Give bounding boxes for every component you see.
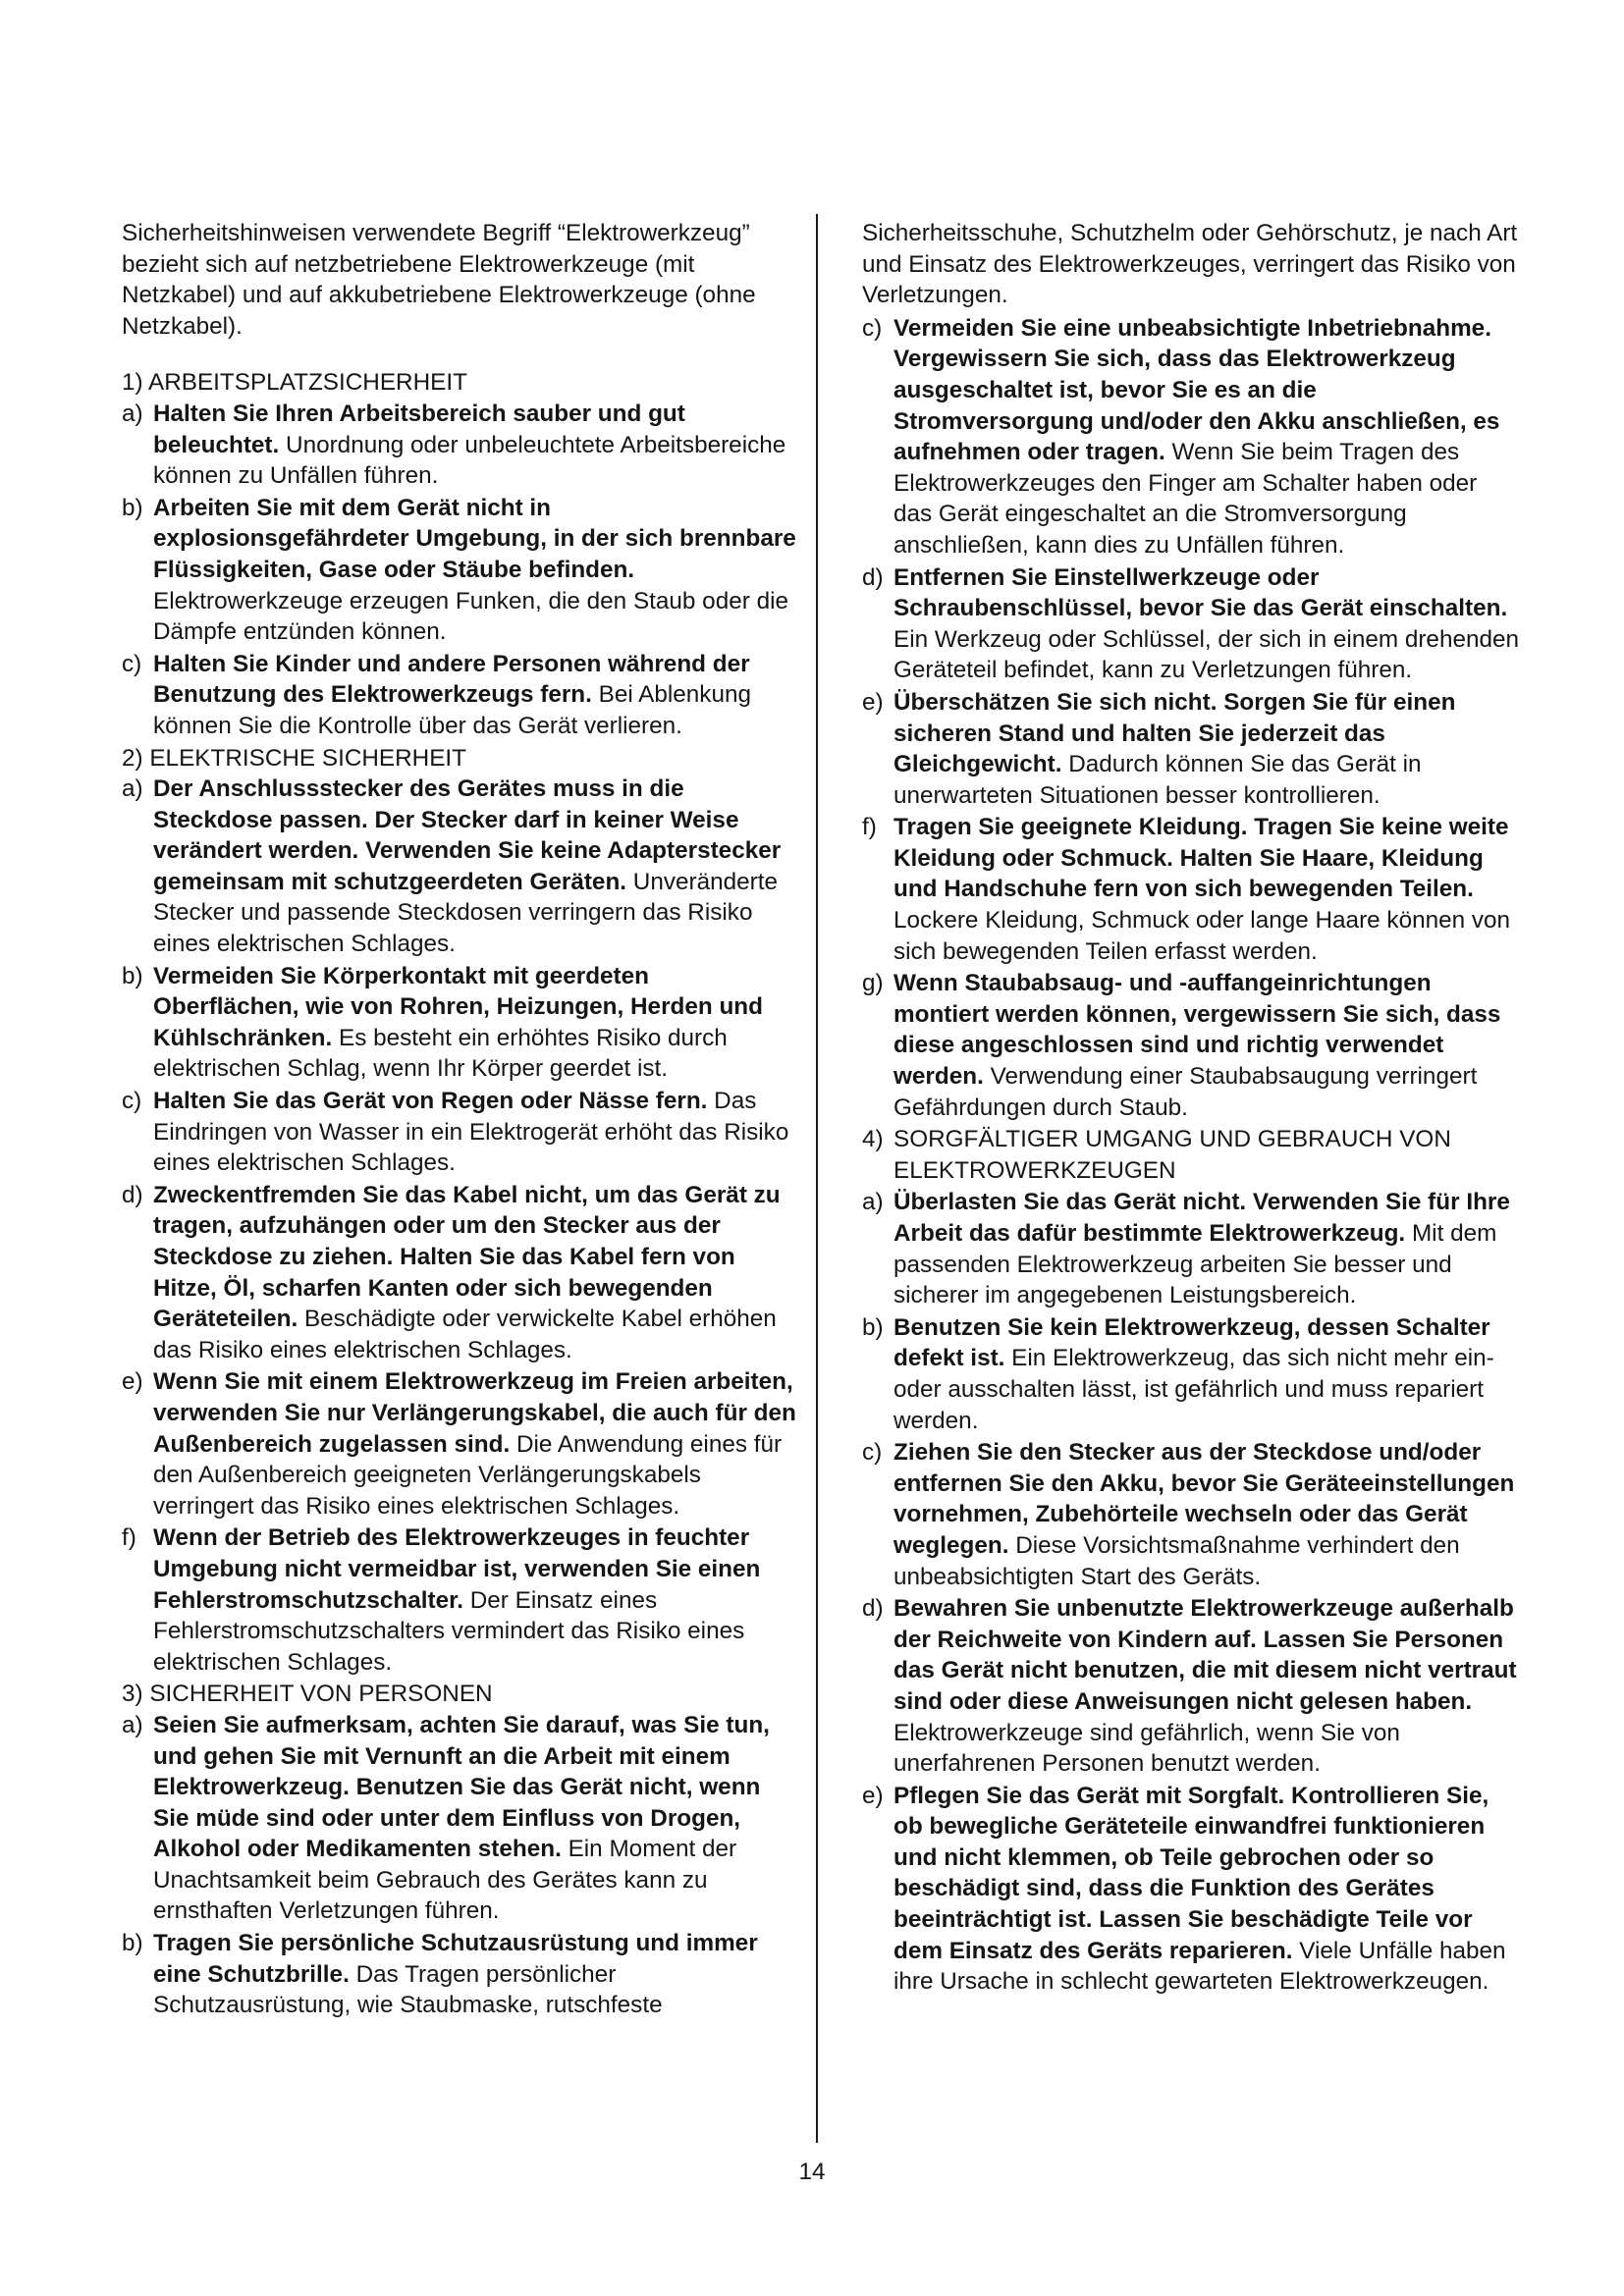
list-item: b) Benutzen Sie kein Elektrowerkzeug, dessen Schalter defekt ist. Ein Elektrowerkzeug, das sich nicht mehr ein- oder ausschalten lässt, ist gefährlich und muss repariert werden. xyxy=(862,1313,1494,1434)
continuation-paragraph: Sicherheitsschuhe, Schutzhelm oder Gehörschutz, je nach Art und Einsatz des Elektrowerkzeuges, verringert das Risiko von Verletzungen. xyxy=(862,220,1518,309)
section-heading-3: 3) SICHERHEIT VON PERSONEN xyxy=(122,1681,493,1708)
list-item: e) Wenn Sie mit einem Elektrowerkzeug im Freien arbeiten, verwenden Sie nur Verlängerungskabel, die auch für den Außenbereich zugelassen sind. Die Anwendung eines für den Außenbereich geeigneten Verlängerungskabels verringert das Risiko eines elektrischen Schlages. xyxy=(122,1368,796,1520)
list-item: a) Der Anschlussstecker des Gerätes muss in die Steckdose passen. Der Stecker darf in keiner Weise verändert werden. Verwenden Sie keine Adapterstecker gemeinsam mit schutzgeerdeten Geräten. Unveränderte Stecker und passende Steckdosen verringern das Risiko eines elektrischen Schlages. xyxy=(122,775,782,958)
list-item: f) Tragen Sie geeignete Kleidung. Tragen Sie keine weite Kleidung oder Schmuck. Halten Sie Haare, Kleidung und Handschuhe fern von sich bewegenden Teilen. Lockere Kleidung, Schmuck oder lange Haare können von sich bewegenden Teilen erfasst werden. xyxy=(862,814,1511,965)
list-item: b) Arbeiten Sie mit dem Gerät nicht in explosionsgefährdeter Umgebung, in der sich brennbare Flüssigkeiten, Gase oder Stäube befinden. Elektrowerkzeuge erzeugen Funken, die den Staub oder die Dämpfe entzünden können. xyxy=(122,494,796,646)
list-item: b) Tragen Sie persönliche Schutzausrüstung und immer eine Schutzbrille. Das Tragen persönlicher Schutzausrüstung, wie Staubmaske, rutschfeste xyxy=(122,1930,758,2019)
right-column xyxy=(862,218,1520,1999)
list-item: a) Überlasten Sie das Gerät nicht. Verwenden Sie für Ihre Arbeit das dafür bestimmte Elektrowerkzeug. Mit dem passenden Elektrowerkzeug arbeiten Sie besser und sicherer im angegebenen Leistungsbereich. xyxy=(862,1189,1510,1309)
list-item: d) Entfernen Sie Einstellwerkzeuge oder Schraubenschlüssel, bevor Sie das Gerät einschalten. Ein Werkzeug oder Schlüssel, der sich in einem drehenden Geräteteil befindet, kann zu Verletzungen führen. xyxy=(862,563,1520,684)
list-item: g) Wenn Staubabsaug- und -auffangeinrichtungen montiert werden können, vergewissern Sie sich, dass diese angeschlossen sind und richtig verwendet werden. Verwendung einer Staubabsaugung verringert Gefährdungen durch Staub. xyxy=(862,970,1501,1121)
list-item: e) Pflegen Sie das Gerät mit Sorgfalt. Kontrollieren Sie, ob bewegliche Geräteteile einwandfrei funktionieren und nicht klemmen, ob Teile gebrochen oder so beschädigt sind, dass die Funktion des Gerätes beeinträchtigt ist. Lassen Sie beschädigte Teile vor dem Einsatz des Geräts reparieren. Viele Unfälle haben ihre Ursache in schlecht gewarteten Elektrowerkzeugen. xyxy=(862,1782,1506,1996)
list-item: c) Ziehen Sie den Stecker aus der Steckdose und/oder entfernen Sie den Akku, bevor Sie Geräteeinstellungen vornehmen, Zubehörteile wechseln oder das Gerät weglegen. Diese Vorsichtsmaßnahme verhindert den unbeabsichtigten Start des Geräts. xyxy=(862,1439,1515,1590)
left-column xyxy=(122,218,799,2022)
list-item: c) Halten Sie das Gerät von Regen oder Nässe fern. Das Eindringen von Wasser in ein Elektrogerät erhöht das Risiko eines elektrischen Schlages. xyxy=(122,1088,789,1177)
list-item: c) Vermeiden Sie eine unbeabsichtigte Inbetriebnahme. Vergewissern Sie sich, dass das Elektrowerkzeug ausgeschaltet ist, bevor Sie es an die Stromversorgung und/oder den Akku anschließen, es aufnehmen oder tragen. Wenn Sie beim Tragen des Elektrowerkzeuges den Finger am Schalter haben oder das Gerät eingeschaltet an die Stromversorgung anschließen, kann dies zu Unfällen führen. xyxy=(862,314,1500,559)
list-item: a) Halten Sie Ihren Arbeitsbereich sauber und gut beleuchtet. Unordnung oder unbeleuchtete Arbeitsbereiche können zu Unfällen führen. xyxy=(122,400,786,490)
column-divider xyxy=(816,214,818,2143)
page-number: 14 xyxy=(798,2159,826,2185)
list-item: a) Seien Sie aufmerksam, achten Sie darauf, was Sie tun, und gehen Sie mit Vernunft an die Arbeit mit einem Elektrowerkzeug. Benutzen Sie das Gerät nicht, wenn Sie müde sind oder unter dem Einfluss von Drogen, Alkohol oder Medikamenten stehen. Ein Moment der Unachtsamkeit beim Gebrauch des Gerätes kann zu ernsthaften Verletzungen führen. xyxy=(122,1711,770,1925)
list-item: e) Überschätzen Sie sich nicht. Sorgen Sie für einen sicheren Stand und halten Sie jederzeit das Gleichgewicht. Dadurch können Sie das Gerät in unerwarteten Situationen besser kontrollieren. xyxy=(862,688,1456,809)
section-heading-4: 4) SORGFÄLTIGER UMGANG UND GEBRAUCH VON ELEKTROWERKZEUGEN xyxy=(862,1126,1451,1184)
section-heading-2: 2) ELEKTRISCHE SICHERHEIT xyxy=(122,744,467,772)
intro-paragraph: Sicherheitshinweisen verwendete Begriff “Elektrowerkzeug” bezieht sich auf netzbetriebene Elektrowerkzeuge (mit Netzkabel) und auf akkubetriebene Elektrowerkzeuge (ohne Netzkabel). xyxy=(122,220,756,340)
list-item: b) Vermeiden Sie Körperkontakt mit geerdeten Oberflächen, wie von Rohren, Heizungen, Herden und Kühlschränken. Es besteht ein erhöhtes Risiko durch elektrischen Schlag, wenn Ihr Körper geerdet ist. xyxy=(122,962,763,1083)
list-item: d) Bewahren Sie unbenutzte Elektrowerkzeuge außerhalb der Reichweite von Kindern auf. Lassen Sie Personen das Gerät nicht benutzen, die mit diesem nicht vertraut sind oder diese Anweisungen nicht gelesen haben. Elektrowerkzeuge sind gefährlich, wenn Sie von unerfahrenen Personen benutzt werden. xyxy=(862,1595,1517,1778)
section-heading-1: 1) ARBEITSPLATZSICHERHEIT xyxy=(122,369,467,397)
list-item: c) Halten Sie Kinder und andere Personen während der Benutzung des Elektrowerkzeugs fern. Bei Ablenkung können Sie die Kontrolle über das Gerät verlieren. xyxy=(122,650,751,739)
list-item: d) Zweckentfremden Sie das Kabel nicht, um das Gerät zu tragen, aufzuhängen oder um den Stecker aus der Steckdose zu ziehen. Halten Sie das Kabel fern von Hitze, Öl, scharfen Kanten oder sich bewegenden Geräteteilen. Beschädigte oder verwickelte Kabel erhöhen das Risiko eines elektrischen Schlages. xyxy=(122,1181,781,1363)
list-item: f) Wenn der Betrieb des Elektrowerkzeuges in feuchter Umgebung nicht vermeidbar ist, verwenden Sie einen Fehlerstromschutzschalter. Der Einsatz eines Fehlerstromschutzschalters vermindert das Risiko eines elektrischen Schlages. xyxy=(122,1524,761,1676)
